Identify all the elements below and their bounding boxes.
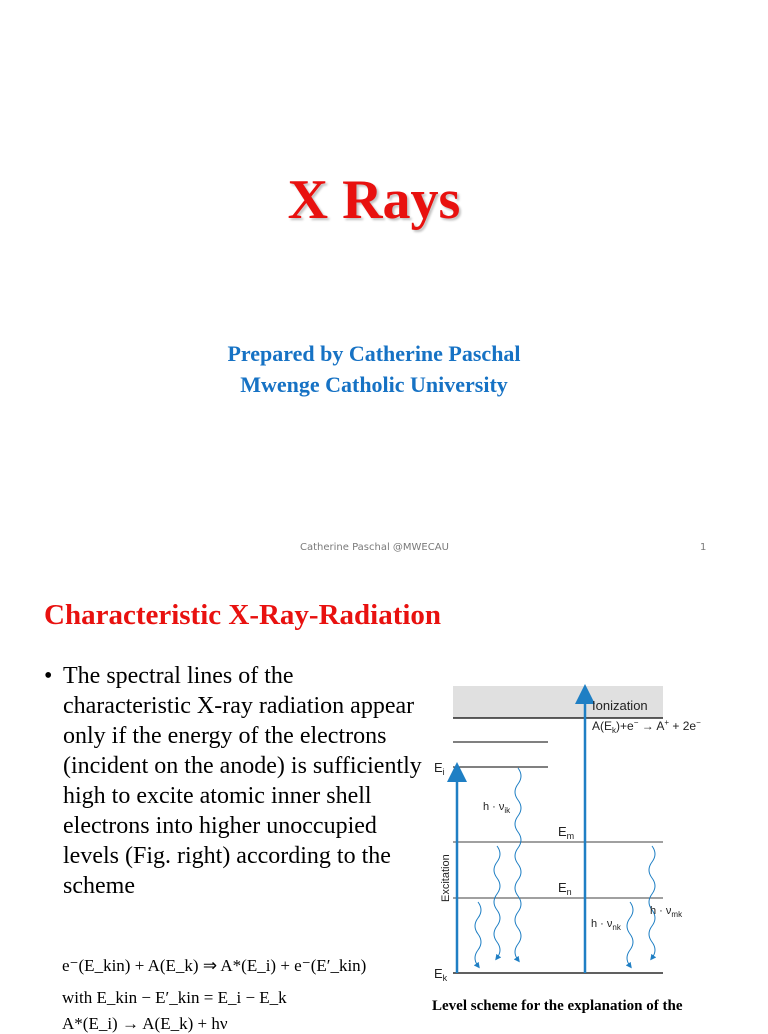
institution-line: Mwenge Catholic University: [240, 372, 508, 397]
slide-title: Characteristic X-Ray-Radiation: [44, 599, 442, 631]
slide-title: X Rays: [287, 169, 461, 231]
excitation-label: Excitation: [440, 854, 452, 902]
equation-excitation: e⁻(E_kin) + A(E_k) ⇒ A*(E_i) + e⁻(E′_kin): [62, 956, 367, 975]
level-k-label: $E_k$: [434, 966, 448, 983]
ionization-label: Ionization: [592, 698, 648, 713]
photon-ik-label: $h \cdot \nu_{ik}$: [483, 801, 511, 815]
content-slide: [0, 570, 768, 1033]
page-number: 1: [700, 542, 707, 553]
level-n-label: $E_n$: [558, 880, 572, 897]
photon-ik-wave: [515, 768, 521, 960]
level-m-label: $E_m$: [558, 824, 575, 841]
ionization-equation: $A(E_k)+e^- \to A^+ + 2e^-$: [592, 718, 701, 735]
photon-mk-label: $h \cdot \nu_{mk}$: [650, 905, 683, 919]
equation-emission: A*(E_i) → A(E_k) + hν: [62, 1014, 228, 1033]
photon-mk-wave-right: [649, 846, 655, 958]
bullet-point: [44, 661, 424, 901]
photon-nk-wave-left: [475, 902, 481, 966]
figure-caption: Level scheme for the explanation of the: [432, 998, 683, 1014]
slide-footer: Catherine Paschal @MWECAU: [300, 542, 449, 553]
level-scheme-diagram: [430, 680, 701, 990]
author-line: Prepared by Catherine Paschal: [227, 341, 521, 366]
photon-mk-wave-left: [494, 846, 500, 958]
level-i-label: $E_i$: [434, 760, 445, 777]
equation-energy-balance: with E_kin − E′_kin = E_i − E_k: [62, 988, 287, 1007]
bullet-symbol: •: [44, 663, 53, 689]
bullet-text: The spectral lines of the characteristic X-ray radiation appear only if the energy of the electrons (incident on the anode) is sufficiently high to excite atomic inner shell electrons into higher unoccupied levels (Fig. right) according to the scheme: [63, 663, 422, 899]
photon-nk-label: $h \cdot \nu_{nk}$: [591, 918, 621, 932]
photon-nk-wave-right: [627, 902, 633, 966]
